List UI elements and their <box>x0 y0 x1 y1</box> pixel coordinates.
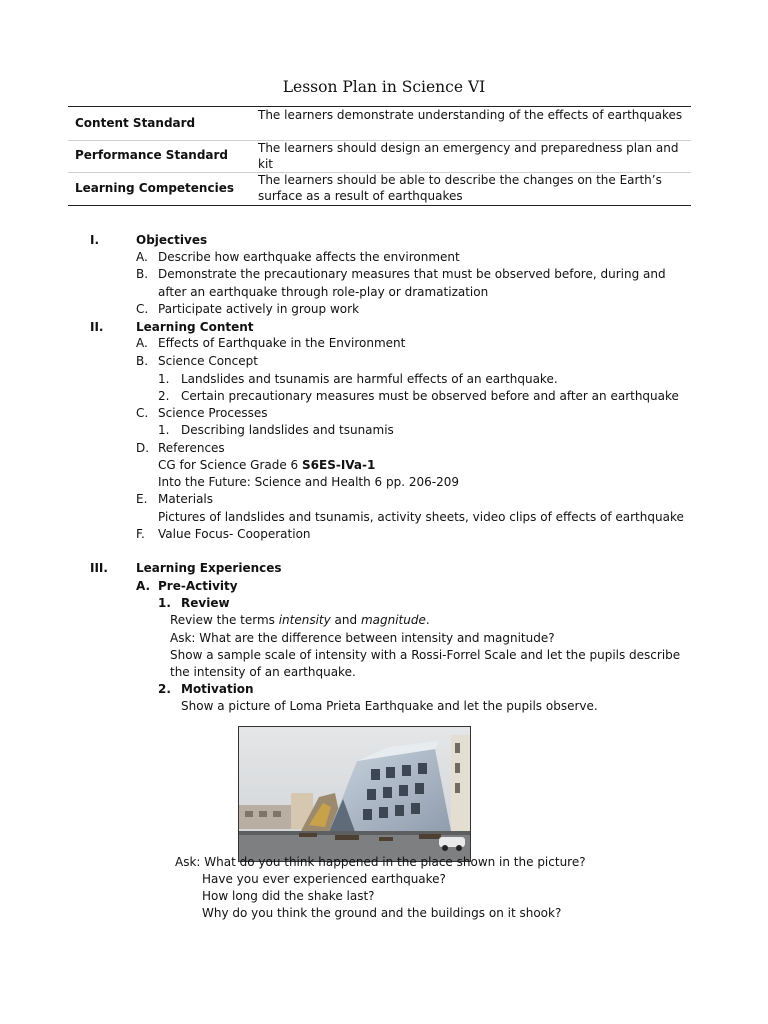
review-instruction: Show a sample scale of intensity with a Rossi-Forrel Scale and let the pupils describe <box>170 648 681 662</box>
section-heading: Learning Experiences <box>136 561 282 575</box>
question-item: How long did the shake last? <box>202 889 375 903</box>
list-item-continuation: after an earthquake through role-play or dramatization <box>158 285 489 299</box>
sublist-number: 2. <box>158 682 171 696</box>
earthquake-photo <box>238 726 471 862</box>
list-item: Materials <box>158 492 214 506</box>
list-letter: B. <box>136 354 149 368</box>
content-standard-label: Content Standard <box>75 116 196 130</box>
section-heading: Learning Content <box>136 320 254 334</box>
list-item: Describe how earthquake affects the environment <box>158 250 460 264</box>
question-item: Have you ever experienced earthquake? <box>202 872 446 886</box>
learning-competencies-label: Learning Competencies <box>75 181 234 195</box>
reference-line <box>158 458 375 472</box>
list-letter: D. <box>136 441 150 455</box>
question-item: Ask: What do you think happened in the place shown in the picture? <box>175 855 586 869</box>
list-item: Science Processes <box>158 406 268 420</box>
review-terms-line <box>170 613 430 627</box>
list-letter: A. <box>136 579 151 593</box>
sublist-item: Landslides and tsunamis are harmful effects of an earthquake. <box>181 372 558 386</box>
list-item: Science Concept <box>158 354 258 368</box>
performance-standard-value: The learners should design an emergency and preparedness plan and kit <box>258 141 679 171</box>
subsection-heading: Pre-Activity <box>158 579 238 593</box>
reference-text: CG for Science Grade 6 <box>158 458 302 472</box>
motivation-heading: Motivation <box>181 682 254 696</box>
list-item: Demonstrate the precautionary measures that must be observed before, during and <box>158 267 666 281</box>
section-heading: Objectives <box>136 233 208 247</box>
sublist-number: 1. <box>158 423 170 437</box>
list-item: References <box>158 441 225 455</box>
sublist-item: Describing landslides and tsunamis <box>181 423 394 437</box>
term-intensity: intensity <box>278 613 331 627</box>
list-item: Value Focus- Cooperation <box>158 527 311 541</box>
review-instruction-continuation: the intensity of an earthquake. <box>170 665 356 679</box>
list-letter: A. <box>136 250 148 264</box>
page-title: Lesson Plan in Science VI <box>282 78 486 96</box>
reference-line: Into the Future: Science and Health 6 pp. 206-209 <box>158 475 459 489</box>
review-text: Review the terms <box>170 613 279 627</box>
table-bottom-rule <box>68 205 691 206</box>
review-heading: Review <box>181 596 230 610</box>
section-number: I. <box>90 233 100 247</box>
sublist-number: 1. <box>158 596 171 610</box>
term-magnitude: magnitude <box>360 613 426 627</box>
review-text: . <box>425 613 430 627</box>
list-letter: C. <box>136 406 149 420</box>
performance-standard-label: Performance Standard <box>75 148 229 162</box>
learning-competencies-value: The learners should be able to describe the changes on the Earth’s surface as a result of earthquakes <box>258 173 662 203</box>
review-question: Ask: What are the difference between intensity and magnitude? <box>170 631 555 645</box>
list-item: Participate actively in group work <box>158 302 360 316</box>
sublist-number: 1. <box>158 372 170 386</box>
list-letter: F. <box>136 527 145 541</box>
collapsed-building-illustration <box>239 727 470 861</box>
sublist-item: Certain precautionary measures must be observed before and after an earthquake <box>181 389 679 403</box>
motivation-instruction: Show a picture of Loma Prieta Earthquake and let the pupils observe. <box>181 699 598 713</box>
list-letter: E. <box>136 492 148 506</box>
content-standard-value: The learners demonstrate understanding of the effects of earthquakes <box>258 108 683 122</box>
list-letter: B. <box>136 267 149 281</box>
sublist-number: 2. <box>158 389 170 403</box>
materials-line: Pictures of landslides and tsunamis, activity sheets, video clips of effects of earthquake <box>158 510 684 524</box>
list-letter: C. <box>136 302 149 316</box>
question-item: Why do you think the ground and the buildings on it shook? <box>202 906 562 920</box>
list-letter: A. <box>136 336 148 350</box>
curriculum-code: S6ES-IVa-1 <box>302 458 376 472</box>
section-number: III. <box>90 561 108 575</box>
section-number: II. <box>90 320 104 334</box>
list-item: Effects of Earthquake in the Environment <box>158 336 406 350</box>
review-text: and <box>330 613 361 627</box>
